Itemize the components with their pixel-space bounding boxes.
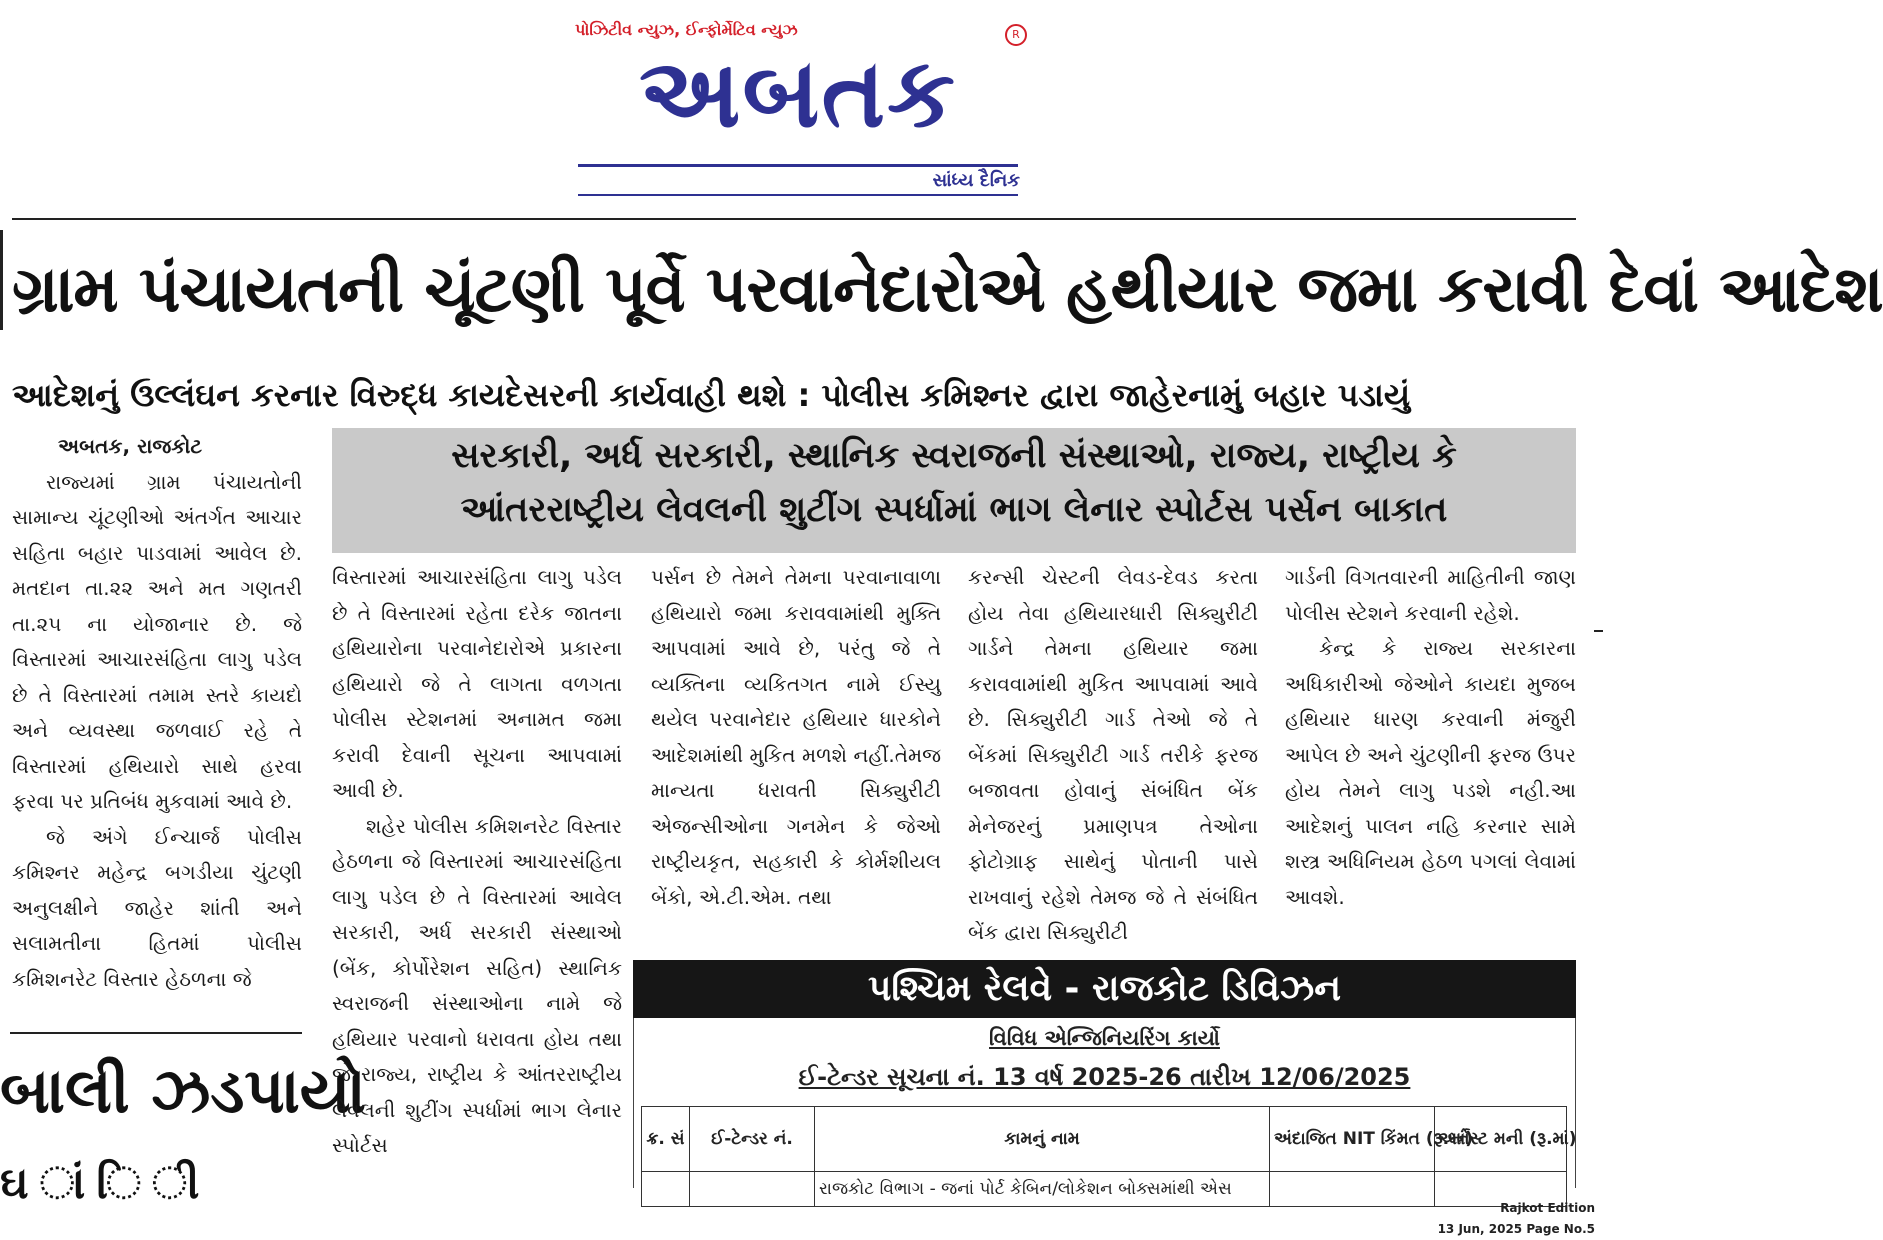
- secondary-partial-line: ઘ ાં િ ી: [0, 1158, 200, 1209]
- article-paragraph: શહેર પોલીસ કમિશનરેટ વિસ્તાર હેઠળના જે વિસ્તારમાં આચારસંહિતા લાગુ પડેલ છે તે વિસ્તારમાં આવેલ સરકારી, અર્ધ સરકારી સંસ્થાઓ (બેંક, કોર્પોરેશન સહિત) સ્થાનિક સ્વરાજની સંસ્થાઓના નામે જે હથિયાર પરવાનો ધરાવતા હોય તથા જે રાજ્ય, રાષ્ટ્રીય કે આંતરરાષ્ટ્રીય લેવલની શુટીંગ સ્પર્ધામાં ભાગ લેનાર સ્પોર્ટસ: [332, 813, 622, 1157]
- table-header: ઈ-ટેન્ડર નં.: [690, 1107, 815, 1172]
- newspaper-logo: અબતક: [639, 37, 957, 149]
- table-cell: [690, 1172, 815, 1207]
- logo-underline: [578, 194, 1018, 196]
- article-paragraph: જે અંગે ઈન્ચાર્જ પોલીસ કમિશ્નર મહેન્દ્ર બગડીયા ચુંટણી અનુલક્ષીને જાહેર શાંતી અને સલામતીના હિતમાં પોલીસ કમિશનરેટ વિસ્તાર હેઠળના જે: [12, 824, 302, 991]
- article-paragraph: રાજ્યમાં ગ્રામ પંચાયતોની સામાન્ય ચૂંટણીઓ અંતર્ગત આચાર સહિતા બહાર પાડવામાં આવેલ છે. મતદાન તા.૨૨ અને મત ગણતરી તા.૨૫ ના યોજાનાર છે. જે વિસ્તારમાં આચારસંહિતા લાગુ પડેલ છે તે વિસ્તારમાં તમામ સ્તરે કાયદો અને વ્યવસ્થા જળવાઈ રહે તે વિસ્તારમાં હથિયારો સાથે હરવા ફરવા પર પ્રતિબંધ મુકવામાં આવે છે.: [12, 469, 302, 813]
- article-column-2: [332, 560, 622, 1190]
- article-paragraph: વિસ્તારમાં આચારસંહિતા લાગુ પડેલ છે તે વિસ્તારમાં રહેતા દરેક જાતના હથિયારોના પરવાનેદારોએ પ્રકારના હથિયારો જે તે લાગતા વળગતા પોલીસ સ્ટેશનમાં અનામત જમા કરાવી દેવાની સૂચના આપવામાં આવી છે.: [332, 565, 622, 802]
- column-divider: [10, 1032, 302, 1034]
- tender-table: [641, 1106, 1577, 1207]
- article-paragraph: કેન્દ્ર કે રાજ્ય સરકારના અધિકારીઓ જેઓને કાયદા મુજબ હથિયાર ધારણ કરવાની મંજુરી આપેલ છે અને ચુંટણીની ફરજ ઉપર હોય તેમને લાગુ પડશે નહી.આ આદેશનું પાલન નહિ કરનાર સામે શસ્ત્ર અધિનિયમ હેઠળ પગલાં લેવામાં આવશે.: [1285, 636, 1576, 909]
- registered-mark-icon: R: [1005, 24, 1027, 46]
- table-header: ક્ર. સં: [642, 1107, 690, 1172]
- masthead-subtitle: સાંધ્ય દૈનિક: [932, 170, 1020, 191]
- table-header: અંદાજિત NIT કિંમત (રૂ.માં): [1270, 1107, 1435, 1172]
- page-top-rule: [12, 218, 1576, 220]
- edition-info: [1420, 1198, 1595, 1240]
- table-header-row: [642, 1107, 1567, 1172]
- article-column-1: [12, 429, 302, 1029]
- tender-advertisement: [633, 1018, 1577, 1199]
- article-dateline: અબતક, રાજકોટ: [58, 434, 203, 458]
- edition-name: Rajkot Edition: [1500, 1201, 1595, 1215]
- secondary-partial-text: [0, 1158, 280, 1209]
- highlight-box: [332, 428, 1576, 553]
- article-column-4: [968, 560, 1258, 950]
- left-margin-tick: [0, 230, 3, 330]
- masthead-tagline: પોઝિટીવ ન્યુઝ, ઈન્ફોર્મેટિવ ન્યુઝ: [575, 20, 798, 39]
- edition-date-page: 13 Jun, 2025 Page No.5: [1437, 1222, 1595, 1236]
- highlight-line-2: આંતરરાષ્ટ્રીય લેવલની શુટીંગ સ્પર્ધામાં ભાગ લેનાર સ્પોર્ટસ પર્સન બાકાત: [460, 490, 1448, 530]
- secondary-headline: બાલી ઝડપાયો: [0, 1054, 367, 1127]
- right-margin-tick: [1594, 630, 1603, 632]
- article-paragraph: કરન્સી ચેસ્ટની લેવડ-દેવડ કરતા હોય તેવા હથિયારધારી સિક્યુરીટી ગાર્ડને તેમના હથિયાર જમા કરાવવામાંથી મુકિત આપવામાં આવે છે. સિક્યુરીટી ગાર્ડ તેઓ જે તે બેંકમાં સિક્યુરીટી ગાર્ડ તરીકે ફરજ બજાવતા હોવાનું સંબંધિત બેંક મેનેજરનું પ્રમાણપત્ર તેઓના ફોટોગ્રાફ સાથેનું પોતાની પાસે રાખવાનું રહેશે તેમજ જે તે સંબંધિત બેંક દ્વારા સિક્યુરીટી: [968, 565, 1258, 944]
- table-header: કામનું નામ: [815, 1107, 1270, 1172]
- main-headline: ગ્રામ પંચાયતની ચૂંટણી પૂર્વે પરવાનેદારોએ હથીયાર જમા કરાવી દેવાં આદેશ: [12, 253, 1883, 327]
- article-column-3: [651, 560, 941, 950]
- article-paragraph: ગાર્ડની વિગતવારની માહિતીની જાણ પોલીસ સ્ટેશને કરવાની રહેશે.: [1285, 565, 1576, 625]
- table-cell: [1270, 1172, 1435, 1207]
- table-cell: [642, 1172, 690, 1207]
- advertisement-subtitle: વિવિધ એન્જિનિયરિંગ કાર્યો: [989, 1026, 1220, 1050]
- highlight-line-1: સરકારી, અર્ધ સરકારી, સ્થાનિક સ્વરાજની સંસ્થાઓ, રાજ્ય, રાષ્ટ્રીય કે: [451, 436, 1457, 476]
- advertisement-title: પશ્ચિમ રેલવે - રાજકોટ ડિવિઝન: [633, 960, 1576, 1018]
- logo-rule: [578, 164, 1018, 167]
- sub-headline: આદેશનું ઉલ્લંઘન કરનાર વિરુદ્ધ કાયદેસરની કાર્યવાહી થશે : પોલીસ કમિશ્નર દ્વારા જાહેરનામું બહાર પડાયું: [12, 376, 1411, 414]
- article-paragraph: પર્સન છે તેમને તેમના પરવાનાવાળા હથિયારો જમા કરાવવામાંથી મુક્તિ આપવામાં આવે છે, પરંતુ જે તે વ્યક્તિના વ્યકિતગત નામે ઈસ્યુ થયેલ પરવાનેદાર હથિયાર ધારકોને આદેશમાંથી મુકિત મળશે નહીં.તેમજ માન્યતા ધરાવતી સિક્યુરીટી એજન્સીઓના ગનમેન કે જેઓ રાષ્ટ્રીયકૃત, સહકારી કે કોર્મશીયલ બેંકો, એ.ટી.એમ. તથા: [651, 565, 941, 909]
- table-header: અર્નેસ્ટ મની (રૂ.માં): [1435, 1107, 1567, 1172]
- tender-notice: ઈ-ટેન્ડર સૂચના નં. 13 વર્ષ 2025-26 તારીખ 12/06/2025: [798, 1063, 1411, 1091]
- table-cell: રાજકોટ વિભાગ - જનાં પોર્ટ કેબિન/લોકેશન બોક્સમાંથી એસ: [815, 1172, 1270, 1207]
- article-column-5: [1285, 560, 1576, 950]
